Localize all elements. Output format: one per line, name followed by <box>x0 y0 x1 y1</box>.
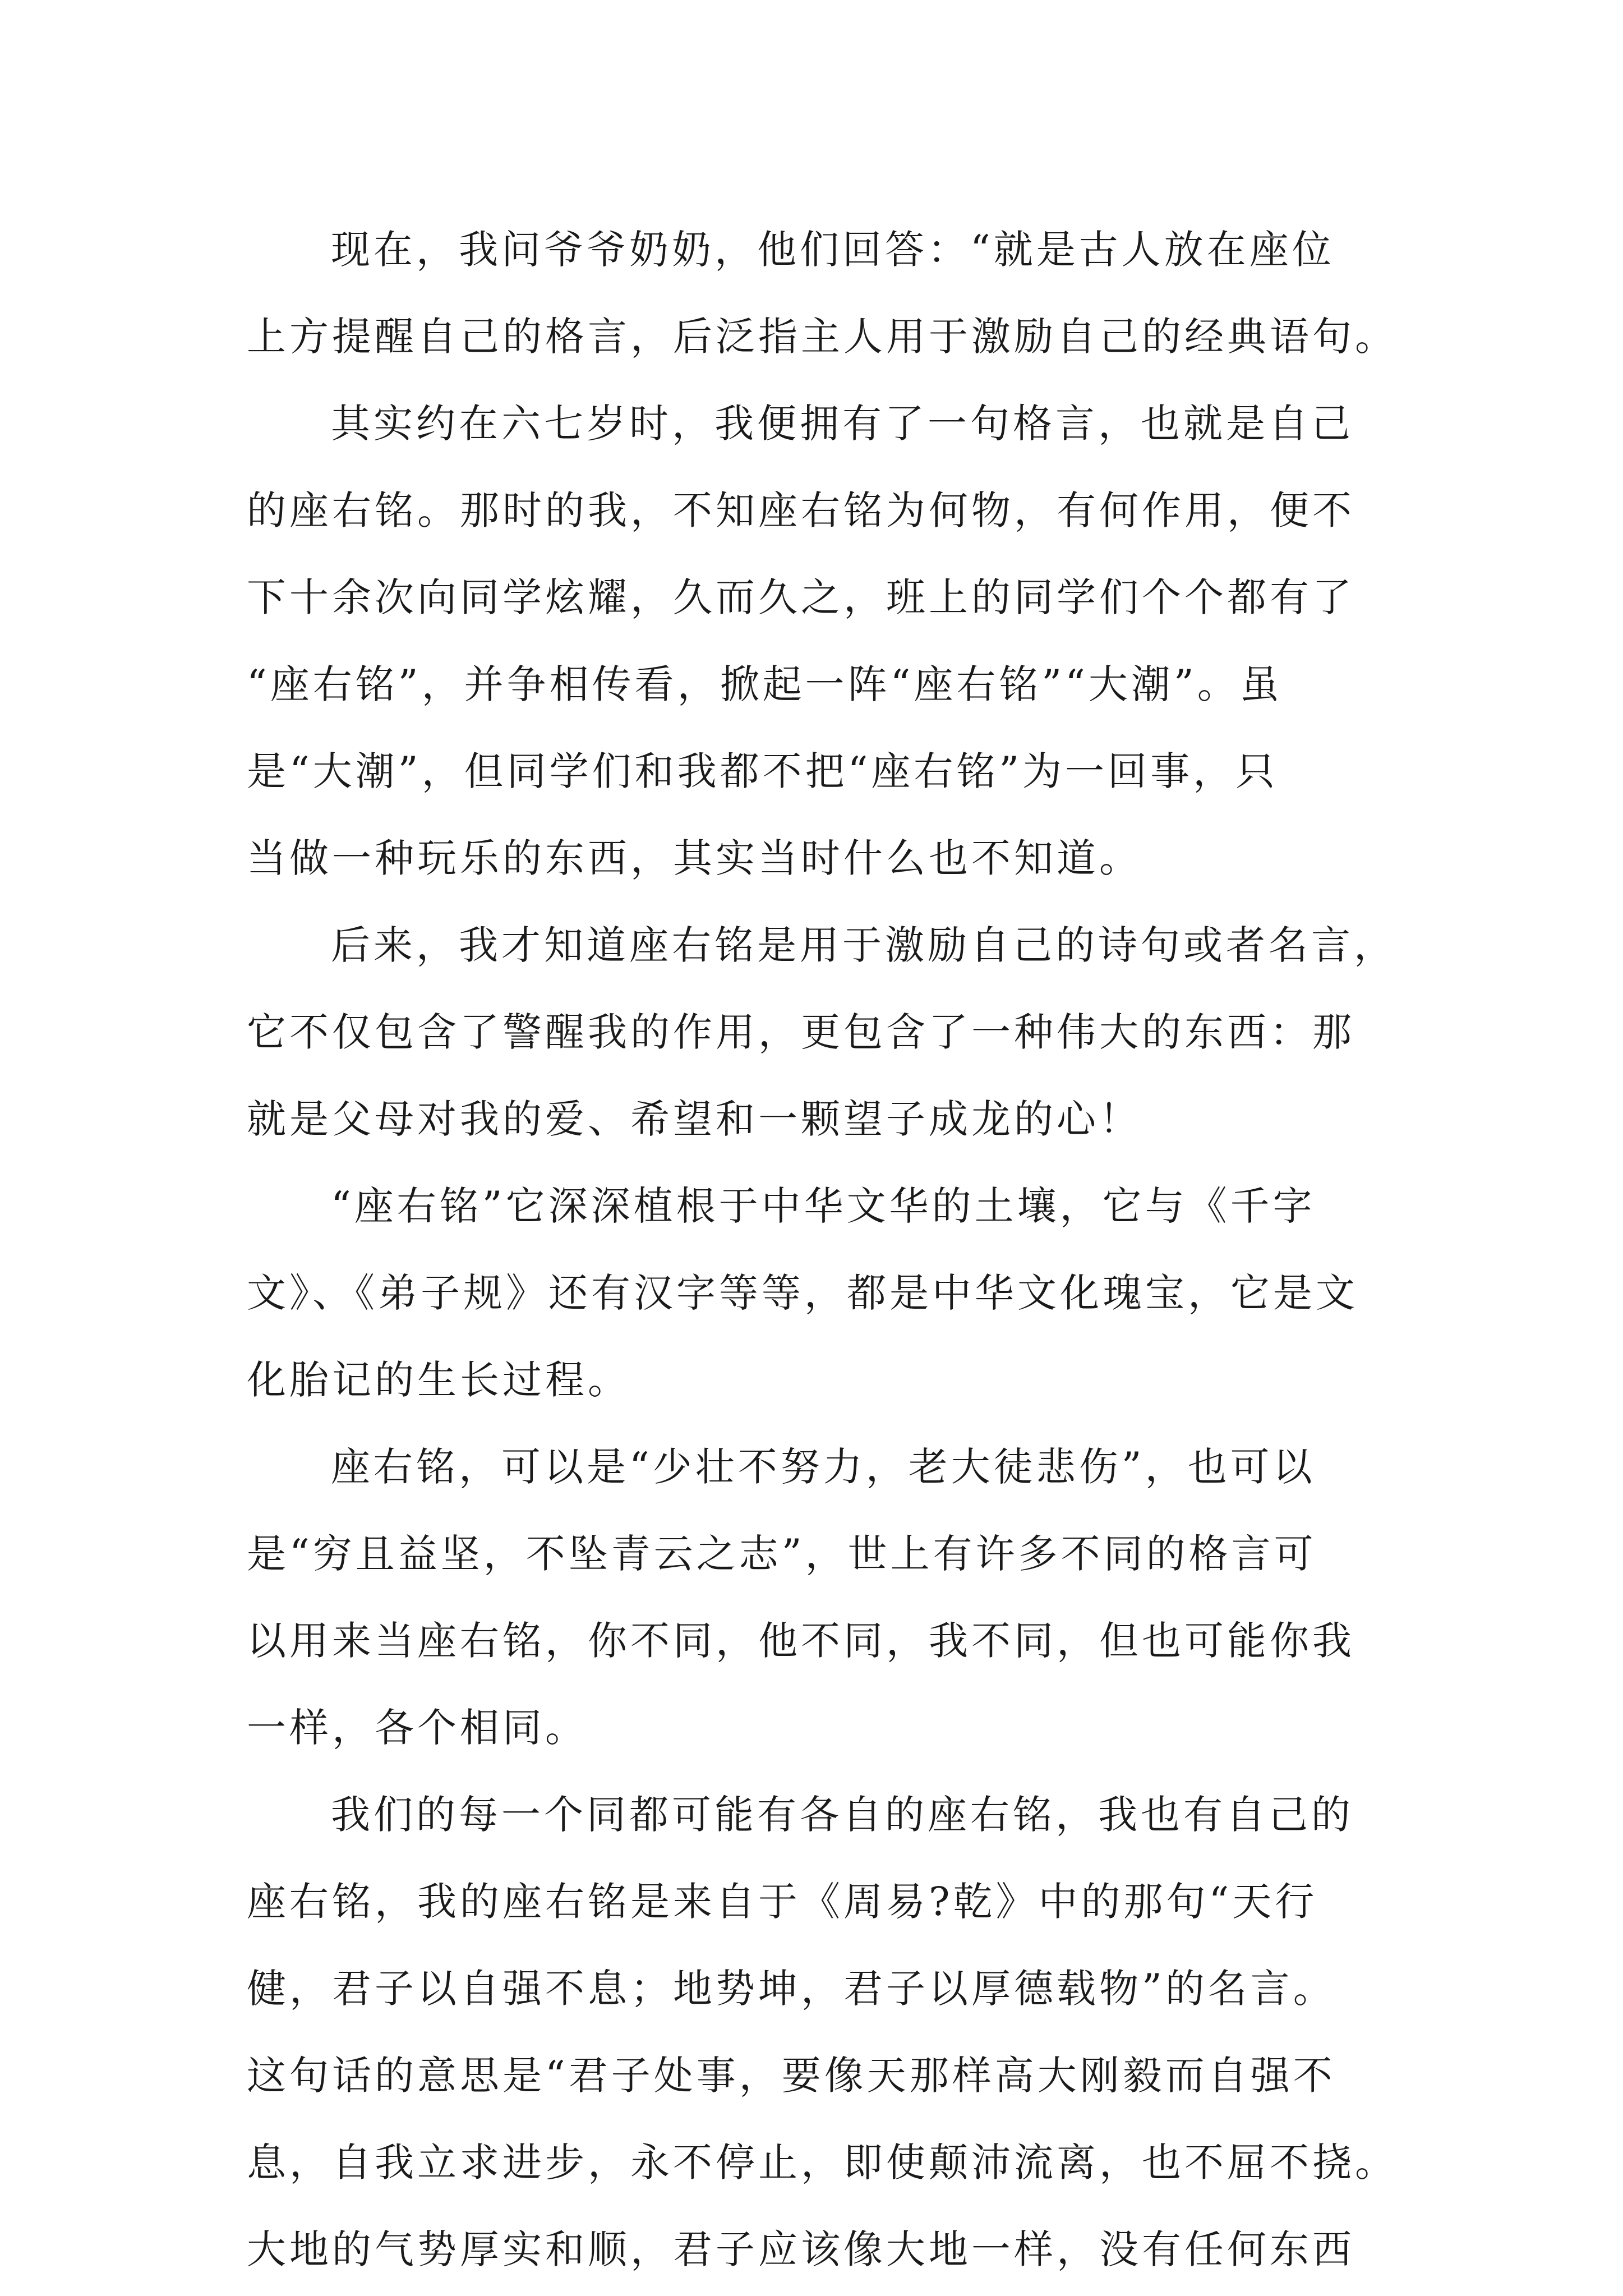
text-line: 当做一种玩乐的东西，其实当时什么也不知道。 <box>247 835 1142 881</box>
document-body <box>247 206 1398 2293</box>
text-line: 一样，各个相同。 <box>247 1705 588 1751</box>
text-line: 以用来当座右铭，你不同，他不同，我不同，但也可能你我 <box>247 1618 1355 1664</box>
text-line: 的座右铭。那时的我，不知座右铭为何物，有何作用，便不 <box>247 487 1355 533</box>
text-line: “座右铭”，并争相传看，掀起一阵“座右铭”“大潮”。虽 <box>247 661 1283 707</box>
text-line: 现在，我问爷爷奶奶，他们回答：“就是古人放在座位 <box>331 227 1335 273</box>
text-line: 息，自我立求进步，永不停止，即使颠沛流离，也不屈不挠。 <box>247 2139 1398 2185</box>
text-line: 文》、《弟子规》还有汉字等等，都是中华文化瑰宝，它是文 <box>247 1270 1358 1316</box>
text-line: 我们的每一个同都可能有各自的座右铭，我也有自己的 <box>331 1792 1354 1838</box>
text-line: 其实约在六七岁时，我便拥有了一句格言，也就是自己 <box>331 401 1354 447</box>
text-line: 它不仅包含了警醒我的作用，更包含了一种伟大的东西：那 <box>247 1009 1355 1055</box>
text-line: 是“大潮”，但同学们和我都不把“座右铭”为一回事，只 <box>247 748 1279 794</box>
text-line: “座右铭”它深深植根于中华文华的土壤，它与《千字 <box>331 1183 1316 1229</box>
text-line: 大地的气势厚实和顺，君子应该像大地一样，没有任何东西 <box>247 2226 1355 2272</box>
text-line: 化胎记的生长过程。 <box>247 1357 630 1403</box>
text-line: 这句话的意思是“君子处事，要像天那样高大刚毅而自强不 <box>247 2053 1336 2099</box>
text-line: 座右铭，我的座右铭是来自于《周易?乾》中的那句“天行 <box>247 1879 1318 1925</box>
text-line: 就是父母对我的爱、希望和一颗望子成龙的心！ <box>247 1096 1142 1142</box>
text-line: 上方提醒自己的格言，后泛指主人用于激励自己的经典语句。 <box>247 314 1398 360</box>
text-line: 下十余次向同学炫耀，久而久之，班上的同学们个个都有了 <box>247 574 1355 620</box>
text-line: 座右铭，可以是“少壮不努力，老大徒悲伤”，也可以 <box>331 1444 1316 1490</box>
text-line: 是“穷且益坚，不坠青云之志”，世上有许多不同的格言可 <box>247 1531 1317 1577</box>
text-line: 健，君子以自强不息；地势坤，君子以厚德载物”的名言。 <box>247 1966 1336 2012</box>
text-line: 后来，我才知道座右铭是用于激励自己的诗句或者名言， <box>331 922 1396 968</box>
